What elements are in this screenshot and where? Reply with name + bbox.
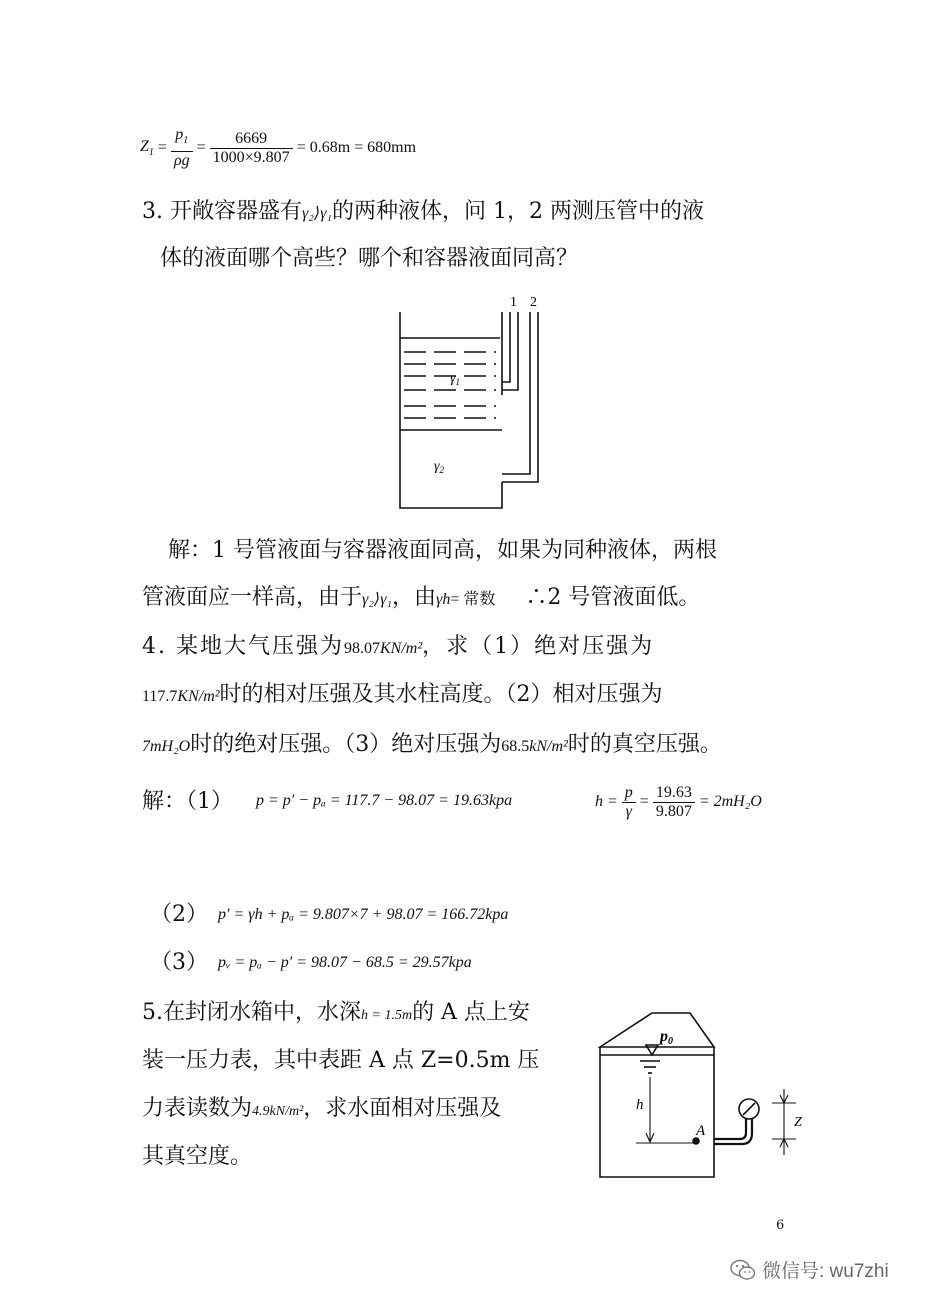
h-label: h [636,1097,644,1113]
z1-lhs: $Z_1$ [140,137,154,159]
sol3-line1: 解：1 号管液面与容器液面同高，如果为同种液体，两根 [168,538,717,563]
z-label: Z [794,1115,802,1130]
z1-frac-symbolic: $\frac{p_1}{\rho g}$ [171,126,193,169]
page-number: 6 [776,1218,785,1233]
sol3-line2: 管液面应一样高，由于γ₂⟩γ₁，由γh= 常数 ∴2 号管液面低。 [142,585,701,610]
container-wall [400,312,502,508]
z1-result: = 0.68m = 680mm [296,139,417,156]
q5-tank-diagram [590,1005,810,1185]
equation-z1: $Z_1$ = $\frac{p_1}{\rho g}$ = $\frac{6669}{1000\times 9.807}$ = 0.68m = 680mm [140,126,417,169]
sol4-label: 解：（1） [142,789,233,814]
q3-line2: 体的液面哪个高些？哪个和容器液面同高？ [160,246,579,271]
wechat-icon [730,1259,756,1281]
tube-2 [502,312,530,474]
q4-line2: 117.7KN/m²时的相对压强及其水柱高度。（2）相对压强为 [142,682,663,707]
z1-frac-numeric: $\frac{6669}{1000\times 9.807}$ [210,130,293,167]
gamma2-label: $\gamma_2$ [434,459,445,475]
watermark-text: 微信号: wu7zhi [762,1261,889,1282]
tube-2-label: 2 [530,295,537,310]
q5-line4: 其真空度。 [142,1144,253,1169]
q5-line1: 5.在封闭水箱中，水深h = 1.5m的 A 点上安 [142,1000,530,1025]
tank-roof [600,1013,714,1047]
sol4-label2: （2） [150,902,208,927]
q3-line1: 3. 开敞容器盛有γ₂⟩γ₁的两种液体，问 1，2 两测压管中的液 [142,199,704,224]
sol4-eq1: p = p′ − pₐ = 117.7 − 98.07 = 19.63kpa [256,792,513,809]
q5-line2: 装一压力表，其中表距 A 点 Z=0.5m 压 [142,1048,540,1073]
sol4-label3: （3） [150,950,208,975]
q4-line1: 4. 某地大气压强为98.07KN/m²，求（1）绝对压强为 [142,634,655,659]
tank-body [600,1047,714,1177]
tube-1-label: 1 [510,295,517,310]
gamma1-label: $\gamma_1$ [450,371,461,387]
q3-container-diagram [390,290,560,512]
sol4-eq3: pᵥ = pₐ − p′ = 98.07 − 68.5 = 29.57kpa [218,954,472,971]
q5-line3: 力表读数为4.9kN/m²，求水面相对压强及 [142,1096,502,1121]
sol4-eq1b: h = $\frac{p}{\gamma}$ = $\frac{19.63}{9.807}$ = 2mH₂O [595,783,762,820]
a-label: A [696,1123,706,1139]
watermark [730,1256,889,1283]
p0-label: p0 [660,1028,673,1047]
q4-line3: 7mH₂O时的绝对压强。（3）绝对压强为68.5kN/m²时的真空压强。 [142,732,722,757]
tube-1 [502,312,510,382]
sol4-eq2: p′ = γh + pₐ = 9.807×7 + 98.07 = 166.72kpa [218,906,509,923]
